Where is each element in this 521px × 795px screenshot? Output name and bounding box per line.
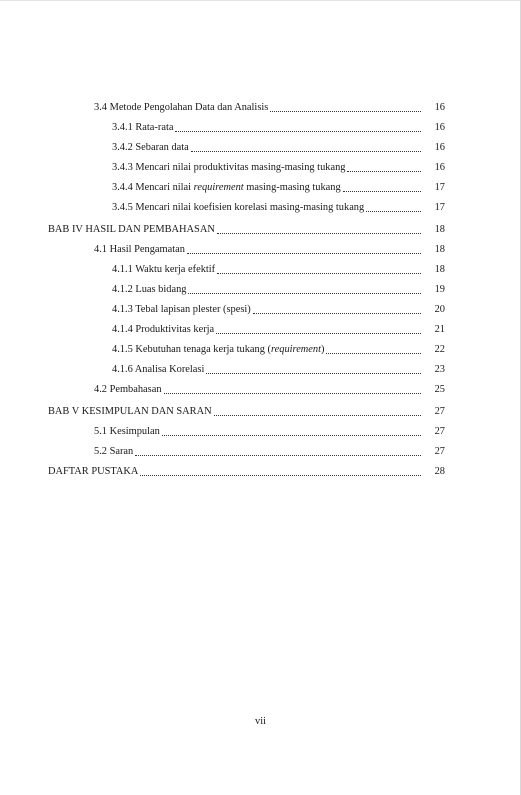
- toc-entry: [112, 160, 445, 174]
- toc-entry-label: 3.4.1 Rata-rata: [112, 122, 174, 133]
- scan-top-edge: [0, 0, 521, 1]
- toc-entry-page: 22: [434, 344, 445, 355]
- toc-entry: [112, 200, 445, 214]
- dot-leader: [216, 333, 421, 334]
- toc-entry-page: 18: [434, 264, 445, 275]
- toc-entry: [94, 100, 445, 114]
- toc-entry-page: 16: [434, 142, 445, 153]
- dot-leader: [187, 253, 421, 254]
- toc-entry-label: 5.2 Saran: [94, 446, 134, 457]
- dot-leader: [175, 131, 421, 132]
- dot-leader: [326, 353, 421, 354]
- toc-entry: [94, 382, 445, 396]
- toc-entry: [112, 302, 445, 316]
- toc-entry-page: 23: [434, 364, 445, 375]
- toc-entry: [112, 322, 445, 336]
- toc-entry: [48, 404, 445, 418]
- toc-label-part: 4.1.5 Kebutuhan tenaga kerja tukang (: [112, 344, 271, 355]
- toc-entry: [112, 282, 445, 296]
- dot-leader: [347, 171, 421, 172]
- toc-entry-page: 16: [434, 102, 445, 113]
- toc-entry: [94, 242, 445, 256]
- toc-entry: [112, 262, 445, 276]
- toc-entry-page: 27: [434, 446, 445, 457]
- dot-leader: [366, 211, 421, 212]
- toc-entry-page: 27: [434, 426, 445, 437]
- toc-entry-label: [112, 182, 342, 194]
- toc-entry-label: DAFTAR PUSTAKA: [48, 466, 139, 477]
- toc-entry-label: 4.1.4 Produktivitas kerja: [112, 324, 215, 335]
- toc-entry-label: 3.4 Metode Pengolahan Data dan Analisis: [94, 102, 269, 113]
- toc-entry: [112, 140, 445, 154]
- toc-entry-page: 17: [434, 182, 445, 193]
- toc-label-part: 3.4.4 Mencari nilai: [112, 182, 194, 193]
- toc-entry-label: BAB V KESIMPULAN DAN SARAN: [48, 406, 212, 417]
- toc-entry-page: 27: [434, 406, 445, 417]
- dot-leader: [217, 233, 421, 234]
- toc-entry-label: 3.4.5 Mencari nilai koefisien korelasi masing-masing tukang: [112, 202, 365, 213]
- dot-leader: [214, 415, 421, 416]
- toc-entry-label: 4.1.6 Analisa Korelasi: [112, 364, 205, 375]
- dot-leader: [270, 111, 421, 112]
- toc-entry-page: 16: [434, 122, 445, 133]
- toc-entry-page: 18: [434, 244, 445, 255]
- dot-leader: [162, 435, 421, 436]
- toc-entry: [112, 180, 445, 194]
- toc-entry: [48, 464, 445, 478]
- toc-entry-page: 20: [434, 304, 445, 315]
- toc-entry-page: 17: [434, 202, 445, 213]
- toc-entry: [94, 424, 445, 438]
- toc-entry-label: 4.1.1 Waktu kerja efektif: [112, 264, 216, 275]
- toc-entry: [48, 222, 445, 236]
- toc-entry-label: 5.1 Kesimpulan: [94, 426, 160, 437]
- dot-leader: [191, 151, 421, 152]
- dot-leader: [253, 313, 421, 314]
- toc-label-part: ): [321, 344, 325, 355]
- toc-label-italic: requirement: [193, 182, 244, 193]
- dot-leader: [164, 393, 421, 394]
- dot-leader: [135, 455, 421, 456]
- toc-entry-page: 28: [434, 466, 445, 477]
- toc-entry-label: [112, 344, 325, 356]
- toc-entry-label: 3.4.3 Mencari nilai produktivitas masing-masing tukang: [112, 162, 346, 173]
- toc-entry-page: 25: [434, 384, 445, 395]
- toc-entry-page: 21: [434, 324, 445, 335]
- dot-leader: [217, 273, 421, 274]
- toc-entry-label: BAB IV HASIL DAN PEMBAHASAN: [48, 224, 215, 235]
- toc-label-italic: requirement: [270, 344, 321, 355]
- toc-entry-label: 4.1 Hasil Pengamatan: [94, 244, 185, 255]
- toc-entry-label: 4.1.2 Luas bidang: [112, 284, 187, 295]
- toc-entry-label: 4.2 Pembahasan: [94, 384, 162, 395]
- dot-leader: [188, 293, 421, 294]
- toc-entry: [112, 120, 445, 134]
- toc-entry-label: 4.1.3 Tebal lapisan plester (spesi): [112, 304, 251, 315]
- toc-entry-page: 16: [434, 162, 445, 173]
- toc-label-part: masing-masing tukang: [243, 182, 341, 193]
- page-number: vii: [255, 716, 266, 727]
- toc-entry: [112, 362, 445, 376]
- toc-entry: [94, 444, 445, 458]
- toc-entry-page: 19: [434, 284, 445, 295]
- dot-leader: [140, 475, 421, 476]
- dot-leader: [343, 191, 421, 192]
- toc-entry-page: 18: [434, 224, 445, 235]
- toc-entry: [112, 342, 445, 356]
- toc-entry-label: 3.4.2 Sebaran data: [112, 142, 189, 153]
- dot-leader: [206, 373, 421, 374]
